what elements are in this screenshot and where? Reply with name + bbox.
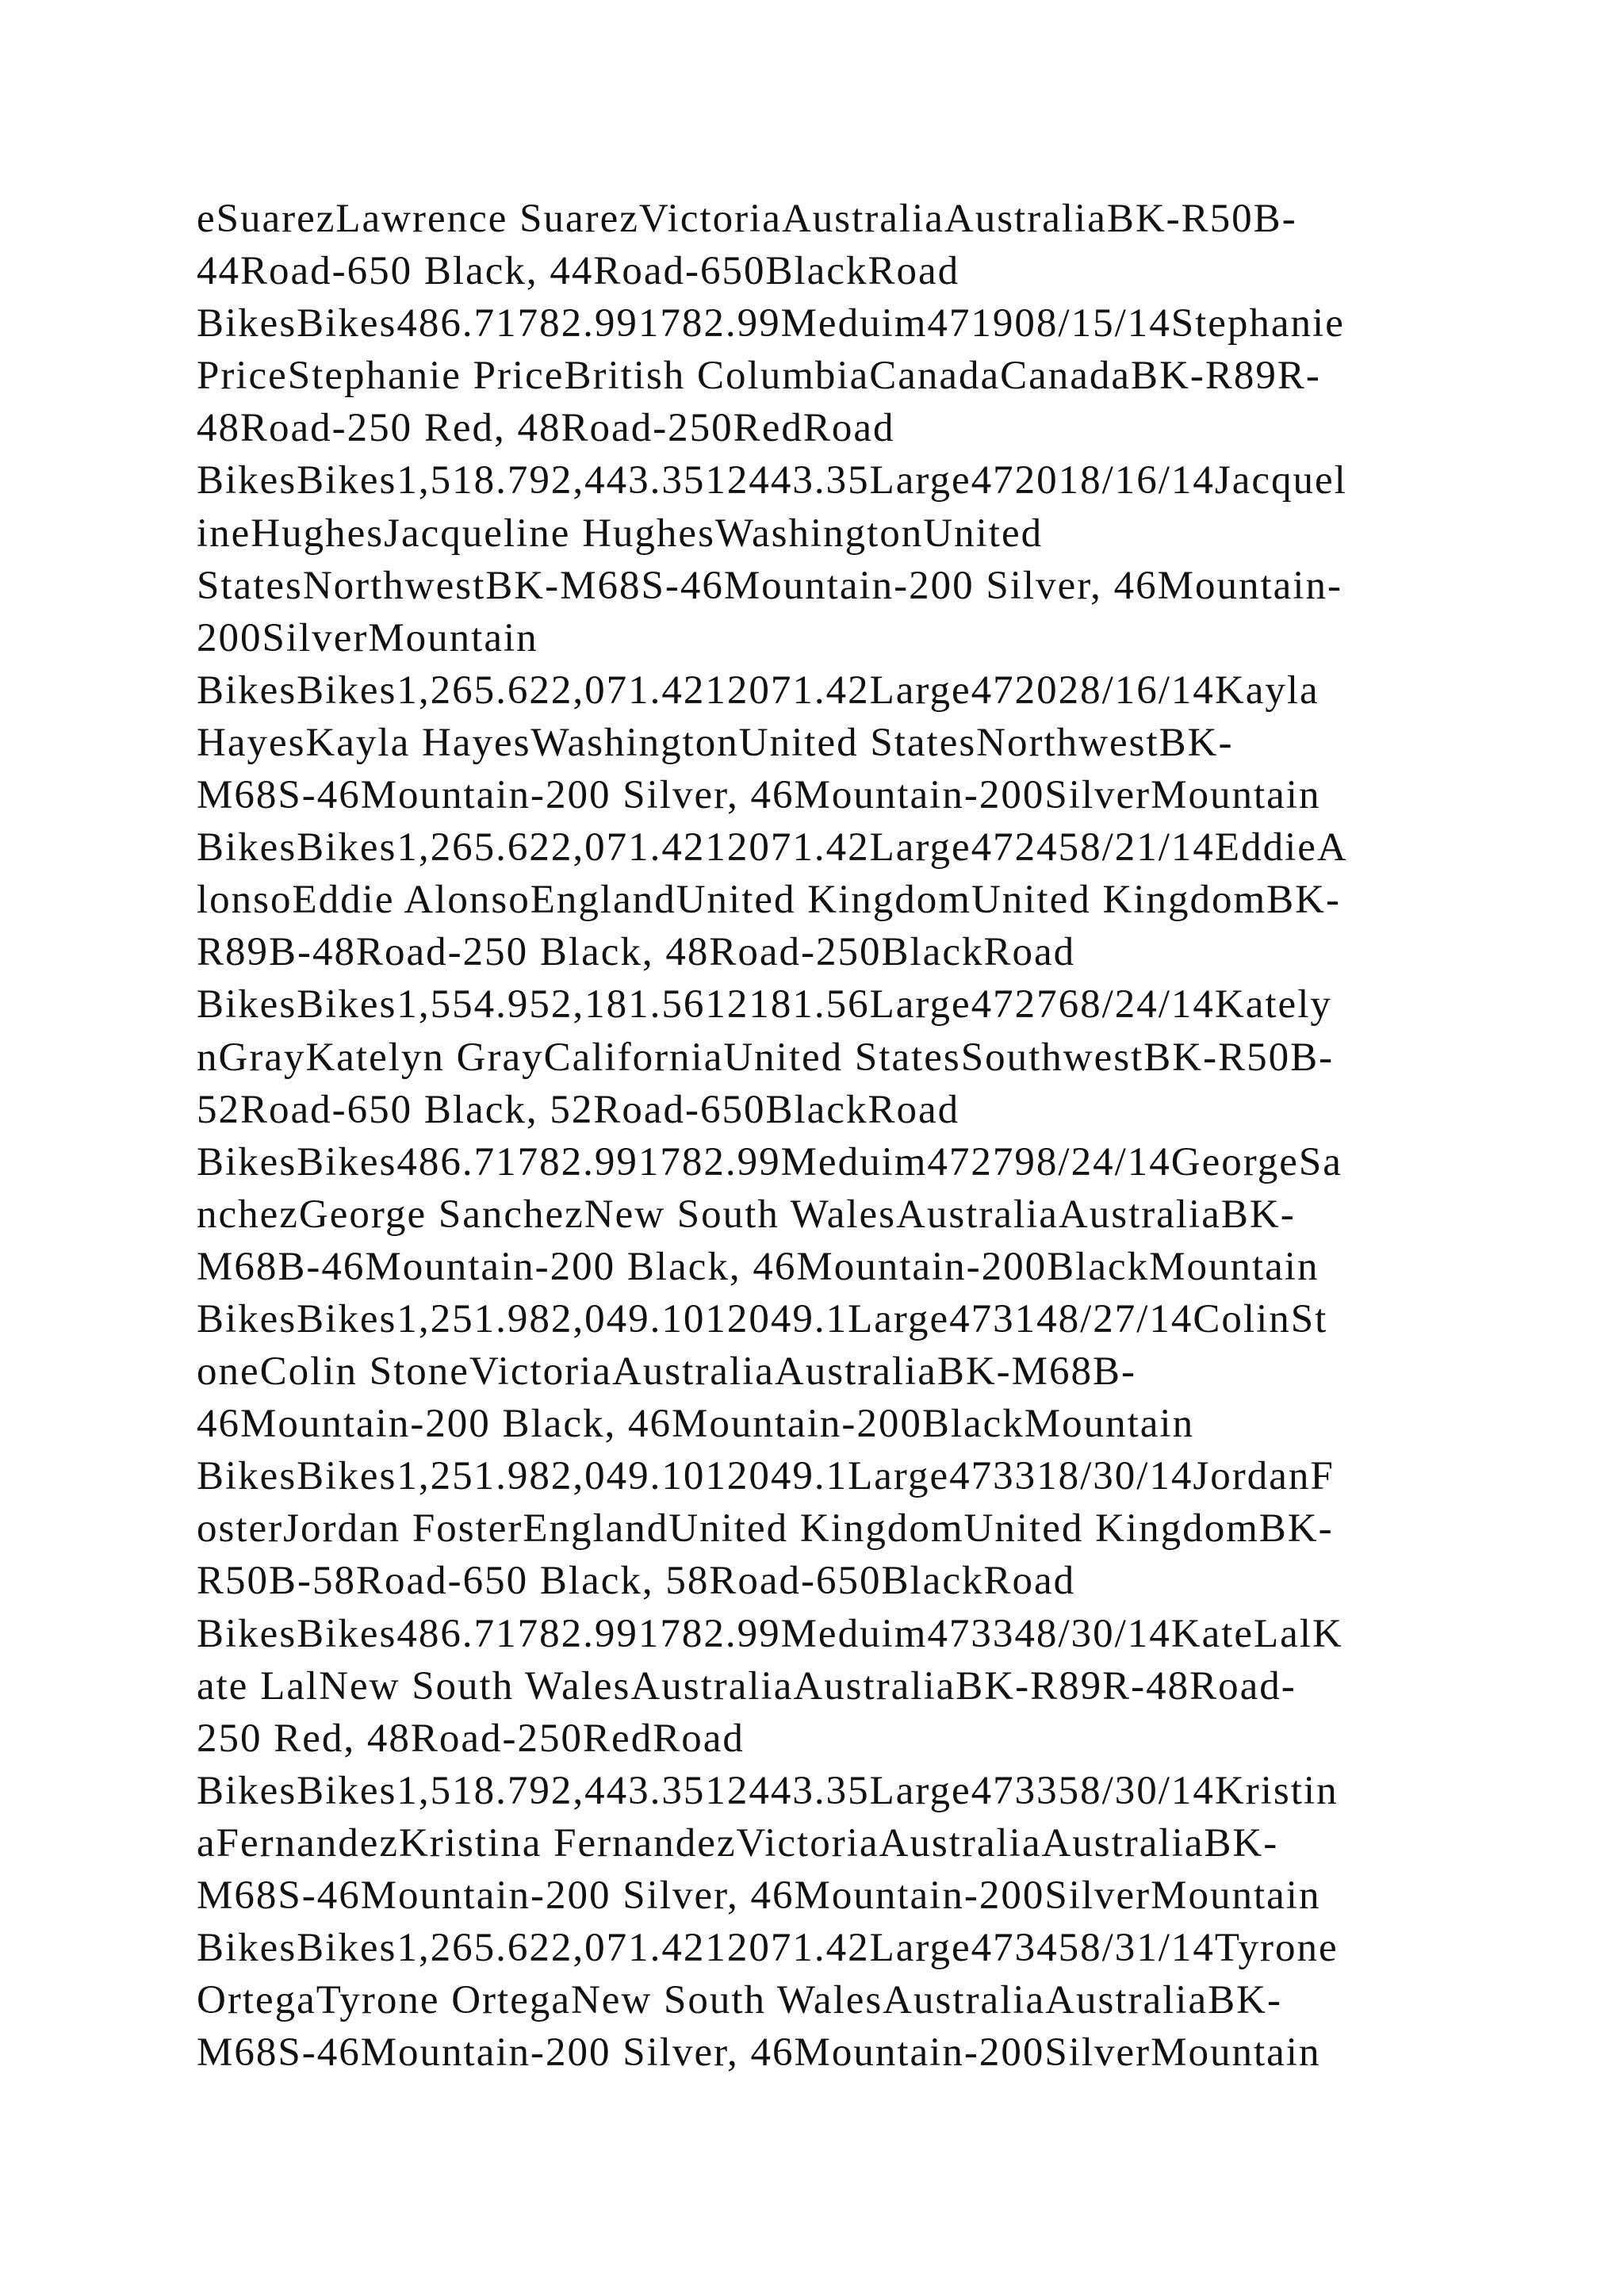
text-line: 46Mountain-200 Black, 46Mountain-200BlackMountain	[197, 1402, 1195, 1447]
text-line: ineHughesJacqueline HughesWashingtonUnited	[197, 511, 1044, 556]
document-text-block	[197, 193, 1434, 2079]
text-line: BikesBikes486.71782.991782.99Meduim471908/15/14Stephanie	[197, 301, 1345, 346]
text-line: 200SilverMountain	[197, 615, 538, 660]
text-line: 250 Red, 48Road-250RedRoad	[197, 1716, 745, 1761]
text-line: 48Road-250 Red, 48Road-250RedRoad	[197, 406, 895, 451]
text-line: BikesBikes1,518.792,443.3512443.35Large473358/30/14Kristin	[197, 1768, 1339, 1813]
text-line: BikesBikes1,265.622,071.4212071.42Large472458/21/14EddieA	[197, 825, 1348, 871]
text-line: StatesNorthwestBK-M68S-46Mountain-200 Silver, 46Mountain-	[197, 563, 1342, 608]
text-line: nGrayKatelyn GrayCaliforniaUnited StatesSouthwestBK-R50B-	[197, 1035, 1335, 1080]
text-line: aFernandezKristina FernandezVictoriaAustraliaAustraliaBK-	[197, 1820, 1279, 1866]
text-line: lonsoEddie AlonsoEnglandUnited KingdomUnited KingdomBK-	[197, 878, 1341, 923]
text-line: OrtegaTyrone OrtegaNew South WalesAustraliaAustraliaBK-	[197, 1978, 1282, 2023]
text-line: M68B-46Mountain-200 Black, 46Mountain-200BlackMountain	[197, 1244, 1320, 1289]
text-line: nchezGeorge SanchezNew South WalesAustraliaAustraliaBK-	[197, 1192, 1296, 1237]
text-line: BikesBikes486.71782.991782.99Meduim472798/24/14GeorgeSa	[197, 1139, 1342, 1184]
text-line: M68S-46Mountain-200 Silver, 46Mountain-200SilverMountain	[197, 773, 1321, 818]
text-line: BikesBikes1,265.622,071.4212071.42Large473458/31/14Tyrone	[197, 1926, 1339, 1971]
text-line: R89B-48Road-250 Black, 48Road-250BlackRoad	[197, 930, 1076, 975]
text-line: 52Road-650 Black, 52Road-650BlackRoad	[197, 1087, 960, 1132]
text-line: ate LalNew South WalesAustraliaAustraliaBK-R89R-48Road-	[197, 1663, 1297, 1709]
text-line: osterJordan FosterEnglandUnited KingdomUnited KingdomBK-	[197, 1506, 1334, 1552]
text-line: BikesBikes1,265.622,071.4212071.42Large472028/16/14Kayla	[197, 668, 1320, 713]
text-line: BikesBikes1,518.792,443.3512443.35Large472018/16/14Jacquel	[197, 458, 1347, 503]
text-line: HayesKayla HayesWashingtonUnited StatesNorthwestBK-	[197, 720, 1234, 765]
text-line: eSuarezLawrence SuarezVictoriaAustraliaAustraliaBK-R50B-	[197, 197, 1297, 241]
text-line: BikesBikes1,251.982,049.1012049.1Large473148/27/14ColinSt	[197, 1296, 1328, 1341]
text-line: R50B-58Road-650 Black, 58Road-650BlackRoad	[197, 1559, 1076, 1604]
text-line: BikesBikes1,554.952,181.5612181.56Large472768/24/14Kately	[197, 982, 1332, 1027]
text-line: M68S-46Mountain-200 Silver, 46Mountain-200SilverMountain	[197, 1873, 1321, 1918]
text-line: BikesBikes486.71782.991782.99Meduim473348/30/14KateLalK	[197, 1611, 1343, 1656]
text-line: 44Road-650 Black, 44Road-650BlackRoad	[197, 249, 960, 294]
text-line: oneColin StoneVictoriaAustraliaAustraliaBK-M68B-	[197, 1349, 1137, 1395]
text-line: BikesBikes1,251.982,049.1012049.1Large473318/30/14JordanF	[197, 1454, 1335, 1499]
text-line: M68S-46Mountain-200 Silver, 46Mountain-200SilverMountain	[197, 2030, 1321, 2076]
text-line: PriceStephanie PriceBritish ColumbiaCanadaCanadaBK-R89R-	[197, 354, 1321, 399]
